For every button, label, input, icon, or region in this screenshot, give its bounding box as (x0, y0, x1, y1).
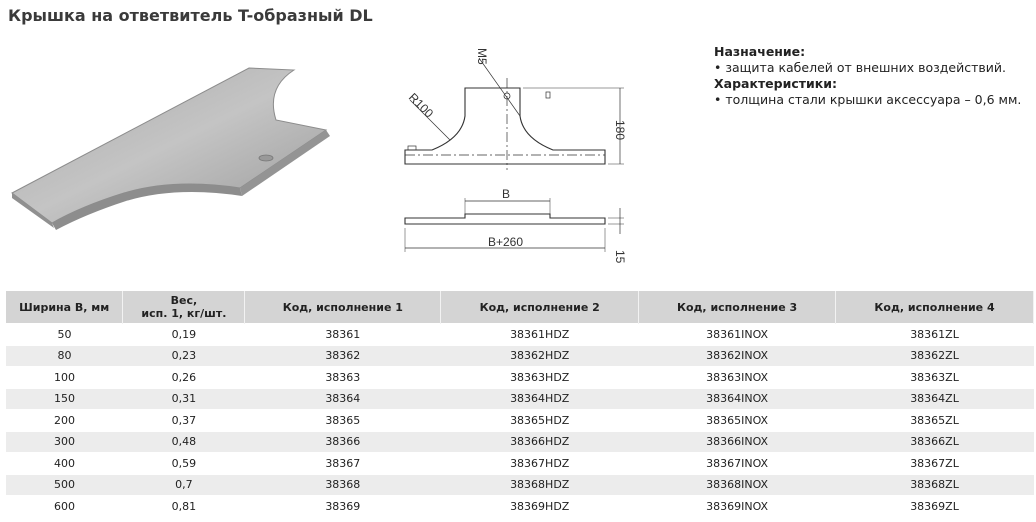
cell-width: 80 (6, 345, 123, 367)
cell-code-1: 38369 (245, 496, 441, 517)
cell-width: 100 (6, 367, 123, 389)
cell-weight: 0,23 (123, 345, 245, 367)
header-weight: Вес, исп. 1, кг/шт. (123, 291, 245, 324)
dim-thickness: 15 (613, 250, 627, 264)
cell-width: 200 (6, 410, 123, 432)
cell-code-4: 38365ZL (836, 410, 1034, 432)
cell-code-4: 38364ZL (836, 388, 1034, 410)
cell-weight: 0,19 (123, 324, 245, 346)
cell-code-1: 38368 (245, 474, 441, 496)
cell-code-1: 38367 (245, 453, 441, 475)
spec-table (6, 291, 1034, 517)
cell-code-3: 38362INOX (639, 345, 836, 367)
table-row (6, 431, 1034, 453)
cell-width: 50 (6, 324, 123, 346)
cell-width: 300 (6, 431, 123, 453)
table-row (6, 453, 1034, 475)
cell-code-3: 38361INOX (639, 324, 836, 346)
cell-code-4: 38362ZL (836, 345, 1034, 367)
table-row (6, 388, 1034, 410)
cell-code-3: 38364INOX (639, 388, 836, 410)
dim-width-total: B+260 (488, 235, 524, 249)
cell-weight: 0,48 (123, 431, 245, 453)
specs-item: • толщина стали крышки аксессуара – 0,6 мм. (714, 92, 1022, 107)
table-row (6, 345, 1034, 367)
dim-radius: R100 (405, 90, 437, 121)
cell-code-1: 38364 (245, 388, 441, 410)
table-row (6, 367, 1034, 389)
cell-code-4: 38367ZL (836, 453, 1034, 475)
cell-code-3: 38365INOX (639, 410, 836, 432)
cell-code-3: 38366INOX (639, 431, 836, 453)
header-code-2: Код, исполнение 2 (441, 291, 639, 324)
cell-code-2: 38363HDZ (441, 367, 639, 389)
specs-heading: Характеристики: (714, 76, 838, 91)
cell-code-4: 38363ZL (836, 367, 1034, 389)
product-photo (4, 58, 344, 233)
dim-screw: M5 (475, 48, 489, 65)
cell-width: 600 (6, 496, 123, 517)
header-code-4: Код, исполнение 4 (836, 291, 1034, 324)
cell-weight: 0,7 (123, 474, 245, 496)
cell-code-4: 38366ZL (836, 431, 1034, 453)
table-row (6, 474, 1034, 496)
header-width: Ширина B, мм (6, 291, 123, 324)
cell-code-2: 38369HDZ (441, 496, 639, 517)
table-row (6, 496, 1034, 517)
cell-weight: 0,31 (123, 388, 245, 410)
cell-code-4: 38368ZL (836, 474, 1034, 496)
cell-weight: 0,59 (123, 453, 245, 475)
cell-code-2: 38367HDZ (441, 453, 639, 475)
cell-weight: 0,37 (123, 410, 245, 432)
cell-code-3: 38369INOX (639, 496, 836, 517)
cell-code-2: 38364HDZ (441, 388, 639, 410)
table-row (6, 410, 1034, 432)
cell-code-3: 38363INOX (639, 367, 836, 389)
technical-drawing (390, 40, 650, 270)
header-code-1: Код, исполнение 1 (245, 291, 441, 324)
cell-code-3: 38367INOX (639, 453, 836, 475)
purpose-item: • защита кабелей от внешних воздействий. (714, 60, 1006, 75)
cell-code-2: 38368HDZ (441, 474, 639, 496)
dim-width-b: B (502, 187, 511, 201)
product-info (714, 44, 1021, 108)
cell-code-4: 38369ZL (836, 496, 1034, 517)
dim-height: 180 (613, 120, 627, 141)
header-code-3: Код, исполнение 3 (639, 291, 836, 324)
cell-code-3: 38368INOX (639, 474, 836, 496)
cell-code-2: 38361HDZ (441, 324, 639, 346)
cell-code-1: 38365 (245, 410, 441, 432)
table-header-row (6, 291, 1034, 324)
page-title: Крышка на ответвитель T-образный DL (8, 6, 373, 25)
cell-code-2: 38362HDZ (441, 345, 639, 367)
cell-code-2: 38365HDZ (441, 410, 639, 432)
cell-width: 500 (6, 474, 123, 496)
cell-code-1: 38361 (245, 324, 441, 346)
cell-width: 150 (6, 388, 123, 410)
cell-code-1: 38362 (245, 345, 441, 367)
cell-code-1: 38366 (245, 431, 441, 453)
table-row (6, 324, 1034, 346)
cell-weight: 0,81 (123, 496, 245, 517)
cell-code-2: 38366HDZ (441, 431, 639, 453)
cell-weight: 0,26 (123, 367, 245, 389)
cell-width: 400 (6, 453, 123, 475)
purpose-heading: Назначение: (714, 44, 806, 59)
cell-code-4: 38361ZL (836, 324, 1034, 346)
cell-code-1: 38363 (245, 367, 441, 389)
